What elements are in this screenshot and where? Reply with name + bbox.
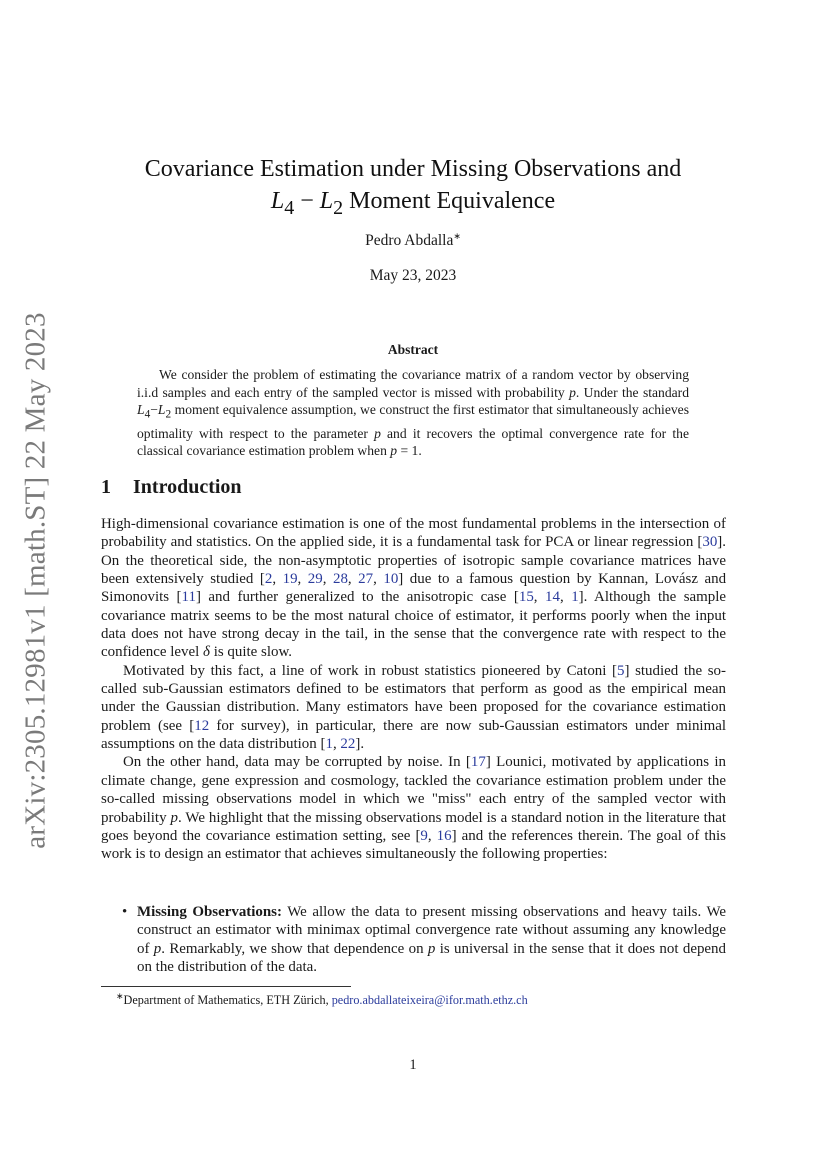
arxiv-identifier-stamp [6, 300, 66, 860]
citation-link[interactable]: 28 [332, 571, 348, 588]
email-link[interactable]: pedro.abdallateixeira@ifor.math.ethz.ch [331, 993, 528, 1008]
footnote: ∗Department of Mathematics, ETH Zürich, pedro.abdallateixeira@ifor.math.ethz.ch [116, 991, 528, 1008]
author-name: Pedro Abdalla∗ [365, 231, 461, 250]
arxiv-stamp-text: arXiv:2305.12981v1 [math.ST] 22 May 2023 [19, 311, 52, 849]
list-item-label: Missing Observations: [137, 904, 282, 920]
section-heading-introduction [101, 476, 242, 499]
citation-link[interactable]: 11 [181, 589, 196, 606]
footnote-mark: ∗ [116, 991, 124, 1001]
properties-list [122, 903, 726, 976]
section-number: 1 [101, 476, 111, 498]
citation-link[interactable]: 19 [282, 571, 298, 588]
citation-link[interactable]: 22 [340, 736, 356, 753]
list-item: • Missing Observations: We allow the data to present missing observations and heavy tails. We construct an estimator with minimax optimal convergence rate without assuming any knowledge of p. Remarkably, we show that dependence on p is universal in the sense that it does not depend on the distribution of the data. [122, 904, 726, 976]
abstract-heading: Abstract [387, 342, 439, 357]
citation-link[interactable]: 2 [264, 571, 273, 588]
citation-link[interactable]: 15 [518, 589, 534, 606]
citation-link[interactable]: 10 [383, 571, 399, 588]
paragraph-1: High-dimensional covariance estimation is one of the most fundamental problems in the intersection of probability and statistics. On the applied side, it is a fundamental task for PCA or linear regression [30]. On the theoretical side, the non-asymptotic properties of isotropic sample covariance matrices have been extensively studied [2, 19, 29, 28, 27, 10] due to a famous question by Kannan, Lovász and Simonovits [11] and further generalized to the anisotropic case [15, 14, 1]. Although the sample covariance matrix seems to be the most natural choice of estimator, it performs poorly when the input data does not have strong decay in the tail, in the sense that the convergence rate with respect to the confidence level δ is quite slow. [101, 516, 727, 661]
page-number: 1 [409, 1057, 417, 1073]
publication-date: May 23, 2023 [369, 267, 457, 284]
introduction-body [101, 515, 726, 864]
section-title: Introduction [133, 476, 242, 498]
title-line-1: Covariance Estimation under Missing Observations and [144, 156, 682, 182]
citation-link[interactable]: 30 [702, 534, 718, 551]
title-line-2: $L_4 - L_2$ Moment Equivalence [270, 188, 556, 219]
paper-title [100, 153, 726, 224]
citation-link[interactable]: 12 [194, 717, 210, 734]
citation-link[interactable]: 16 [436, 827, 452, 844]
citation-link[interactable]: 1 [571, 589, 579, 606]
abstract-text: We consider the problem of estimating the covariance matrix of a random vector by observing i.i.d samples and each entry of the sampled vector is missed with probability p. Under the standard $L_4-L_2$ moment equivalence assumption, we construct the first estimator that simultaneously achieves optimality with respect to the parameter p and it recovers the optimal convergence rate for the classical covariance estimation problem when p = 1. [137, 367, 689, 459]
paragraph-2: Motivated by this fact, a line of work in robust statistics pioneered by Catoni [5] studied the so-called sub-Gaussian estimators defined to be estimators that perform as good as the empirical mean under the Gaussian distribution. Many estimators have been proposed for the covariance estimation problem (see [12 for survey), in particular, there are now sub-Gaussian estimators under minimal assumptions on the data distribution [1, 22]. [101, 662, 726, 753]
author-footnote-mark[interactable]: ∗ [453, 231, 461, 241]
footnote-divider [101, 986, 351, 987]
citation-link[interactable]: 1 [325, 736, 333, 753]
bullet-icon: • [122, 904, 128, 920]
citation-link[interactable]: 17 [470, 754, 486, 771]
citation-link[interactable]: 14 [545, 589, 560, 606]
citation-link[interactable]: 9 [420, 827, 428, 844]
paragraph-3: On the other hand, data may be corrupted by noise. In [17] Lounici, motivated by applications in climate change, gene expression and cosmology, tackled the covariance estimation problem under the so-called missing observations model in which we "miss" each entry of the sampled vector with probability p. We highlight that the missing observations model is a standard notion in the literature that goes beyond the covariance estimation setting, see [9, 16] and the references therein. The goal of this work is to design an estimator that achieves simultaneously the following properties: [101, 754, 726, 863]
citation-link[interactable]: 27 [358, 571, 374, 588]
citation-link[interactable]: 29 [307, 571, 323, 588]
citation-link[interactable]: 5 [617, 662, 625, 679]
